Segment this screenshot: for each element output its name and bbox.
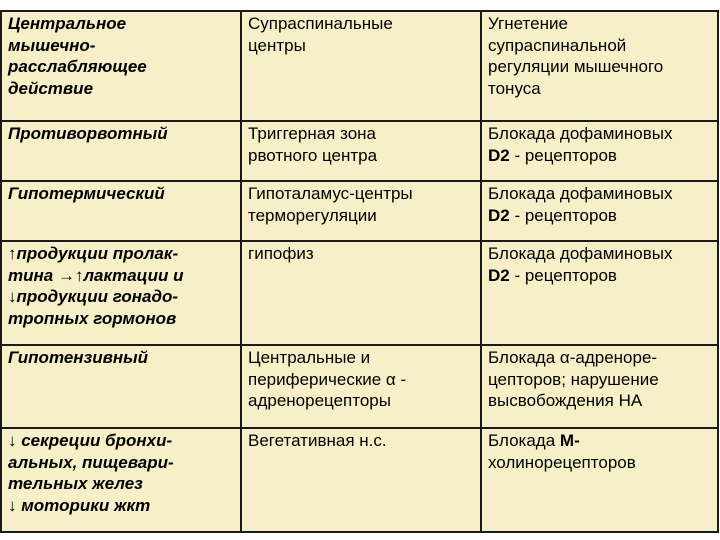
effect-line: ↓ секреции бронхи- xyxy=(8,431,173,450)
effect-line: мышечно- xyxy=(8,35,96,55)
mechanism-cell xyxy=(481,11,718,121)
receptor-code: D2 xyxy=(488,265,510,285)
site-line: гипофиз xyxy=(248,244,314,263)
mechanism-suffix: - рецепторов xyxy=(509,265,617,285)
effect-line: Противорвотный xyxy=(8,124,168,143)
mechanism-cell xyxy=(481,181,718,241)
site-cell xyxy=(241,345,481,428)
site-cell xyxy=(241,241,481,345)
table-row xyxy=(1,428,718,532)
mechanism-line xyxy=(488,205,711,227)
effect-line: Гипотензивный xyxy=(8,348,149,367)
site-line: рвотного центра xyxy=(248,145,378,165)
mechanism-line: тонуса xyxy=(488,78,541,98)
mechanism-prefix: Блокада xyxy=(488,431,560,450)
receptor-code: D2 xyxy=(488,145,510,165)
mechanism-suffix: - рецепторов xyxy=(509,205,617,225)
mechanism-suffix: - рецепторов xyxy=(509,145,617,165)
mechanism-line: Угнетение xyxy=(488,14,568,33)
mechanism-line: Блокада дофаминовых xyxy=(488,244,673,263)
site-line: Центральные и xyxy=(248,348,371,367)
table-row xyxy=(1,181,718,241)
site-line: Вегетативная н.с. xyxy=(248,431,387,450)
receptor-code: М- xyxy=(559,431,580,450)
mechanism-line: регуляции мышечного xyxy=(488,57,664,76)
effect-line: тропных гормонов xyxy=(8,308,177,328)
mechanism-line: Блокада дофаминовых xyxy=(488,184,673,203)
mechanism-line xyxy=(488,145,711,167)
effect-cell xyxy=(1,345,241,428)
site-line: центры xyxy=(248,35,306,55)
mechanism-line: холинорецепторов xyxy=(488,452,636,472)
mechanism-line: Блокада дофаминовых xyxy=(488,124,673,143)
table-row xyxy=(1,11,718,121)
site-line: Супраспинальные xyxy=(248,14,393,33)
effect-cell xyxy=(1,241,241,345)
site-cell xyxy=(241,181,481,241)
site-line: терморегуляции xyxy=(248,205,377,225)
site-cell xyxy=(241,11,481,121)
receptor-code: D2 xyxy=(488,205,510,225)
mechanism-line: высвобождения НА xyxy=(488,391,643,410)
site-line: Триггерная зона xyxy=(248,124,376,143)
mechanism-line: цепторов; нарушение xyxy=(488,369,659,389)
mechanism-cell xyxy=(481,345,718,428)
site-line: периферические α - xyxy=(248,369,407,389)
effect-cell xyxy=(1,428,241,532)
effect-line: тельных желез xyxy=(8,474,143,493)
table-row xyxy=(1,121,718,181)
mechanism-cell xyxy=(481,121,718,181)
effect-cell xyxy=(1,181,241,241)
mechanism-line xyxy=(488,430,711,452)
effect-line: ↑продукции пролак- xyxy=(8,244,179,263)
table-row xyxy=(1,241,718,345)
mechanism-line xyxy=(488,265,711,287)
effect-line: Гипотермический xyxy=(8,184,165,203)
effect-line: расслабляющее xyxy=(8,57,147,76)
table-row xyxy=(1,345,718,428)
site-cell xyxy=(241,121,481,181)
mechanism-cell xyxy=(481,428,718,532)
effect-line: тина →↑лактации и xyxy=(8,265,184,285)
effect-cell xyxy=(1,11,241,121)
site-line: Гипоталамус-центры xyxy=(248,184,413,203)
mechanism-cell xyxy=(481,241,718,345)
site-line: адренорецепторы xyxy=(248,391,391,410)
effect-line: Центральное xyxy=(8,14,127,33)
pharmacology-table xyxy=(0,10,719,533)
effect-line: альных, пищевари- xyxy=(8,452,174,472)
site-cell xyxy=(241,428,481,532)
mechanism-line: Блокада α-адреноре- xyxy=(488,348,658,367)
effect-cell xyxy=(1,121,241,181)
effect-line: действие xyxy=(8,78,94,98)
effect-line: ↓ моторики жкт xyxy=(8,495,151,515)
effect-line: ↓продукции гонадо- xyxy=(8,287,179,306)
mechanism-line: супраспинальной xyxy=(488,35,627,55)
